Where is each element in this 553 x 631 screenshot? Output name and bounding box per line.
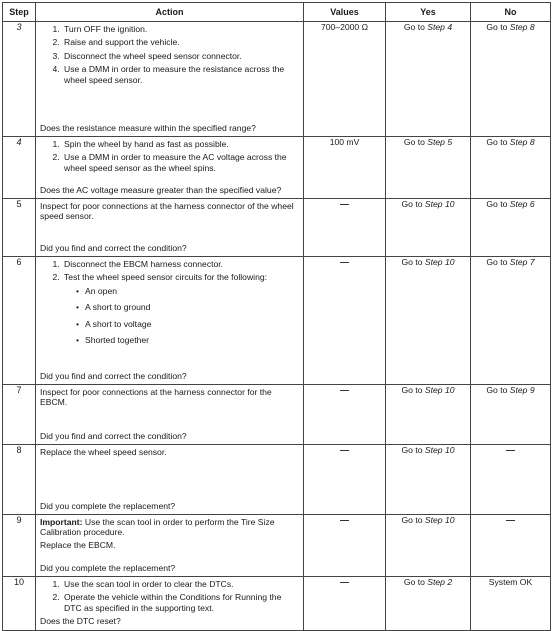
yes-cell xyxy=(386,577,471,631)
no-cell xyxy=(471,577,551,631)
action-cell xyxy=(36,515,304,577)
action-cell xyxy=(36,137,304,199)
goto-text: Go to xyxy=(403,22,425,32)
value-cell xyxy=(304,257,386,385)
dash-mark xyxy=(340,520,349,521)
value-cell xyxy=(304,515,386,577)
table-row xyxy=(3,257,551,385)
table-row xyxy=(3,577,551,631)
action-item: 2. Operate the vehicle within the Conditions for Running the DTC as specified in the supporting text. xyxy=(62,592,299,613)
table-row xyxy=(3,385,551,445)
question-text: Did you complete the replacement? xyxy=(40,500,176,511)
goto-text: Go to xyxy=(401,199,423,209)
dash-mark xyxy=(506,520,515,521)
goto-text: Go to xyxy=(403,577,425,587)
action-item-text: Test the wheel speed sensor circuits for the following: xyxy=(64,272,268,283)
value-cell xyxy=(304,577,386,631)
header-no: No xyxy=(471,3,551,22)
dash-mark xyxy=(340,262,349,263)
action-cell xyxy=(36,445,304,515)
header-row xyxy=(3,3,551,22)
step-link[interactable]: Step 10 xyxy=(424,385,455,395)
no-cell xyxy=(471,515,551,577)
table-row xyxy=(3,22,551,137)
action-list xyxy=(40,139,299,176)
action-text: Inspect for poor connections at the harness connector for the EBCM. xyxy=(40,387,272,408)
action-item: 1. Disconnect the EBCM harness connector. xyxy=(62,259,299,269)
step-number: 6 xyxy=(3,257,36,385)
dash-mark xyxy=(340,582,349,583)
bullet-item: • An open xyxy=(74,286,299,296)
no-cell xyxy=(471,257,551,385)
action-item: 4. Use a DMM in order to measure the resistance across the wheel speed sensor. xyxy=(62,64,299,85)
no-cell xyxy=(471,22,551,137)
bullet-list xyxy=(64,286,299,346)
action-item xyxy=(62,272,299,345)
step-link[interactable]: Step 8 xyxy=(509,22,535,32)
goto-text: Go to xyxy=(486,22,508,32)
question-text: Did you find and correct the condition? xyxy=(40,242,187,253)
no-cell xyxy=(471,445,551,515)
step-link[interactable]: Step 4 xyxy=(427,22,453,32)
yes-cell xyxy=(386,385,471,445)
action-text: Replace the EBCM. xyxy=(40,539,116,550)
step-link[interactable]: Step 9 xyxy=(509,385,535,395)
action-list xyxy=(40,579,299,616)
step-number: 7 xyxy=(3,385,36,445)
no-cell xyxy=(471,199,551,257)
step-link[interactable]: Step 5 xyxy=(427,137,453,147)
action-cell xyxy=(36,22,304,137)
diagnostic-table xyxy=(2,2,551,631)
no-cell xyxy=(471,137,551,199)
goto-text: Go to xyxy=(403,137,425,147)
important-note xyxy=(40,517,299,538)
goto-text: Go to xyxy=(486,257,508,267)
step-link[interactable]: Step 10 xyxy=(424,257,455,267)
action-cell xyxy=(36,385,304,445)
step-number: 5 xyxy=(3,199,36,257)
step-link[interactable]: Step 6 xyxy=(509,199,535,209)
table-row xyxy=(3,515,551,577)
value-cell: 700–2000 Ω xyxy=(304,22,386,137)
header-yes: Yes xyxy=(386,3,471,22)
value-cell xyxy=(304,199,386,257)
action-item: 1. Turn OFF the ignition. xyxy=(62,24,299,34)
step-link[interactable]: Step 10 xyxy=(424,445,455,455)
bullet-item: • A short to ground xyxy=(74,302,299,312)
value-cell xyxy=(304,445,386,515)
yes-cell xyxy=(386,445,471,515)
dash-mark xyxy=(340,390,349,391)
step-link[interactable]: Step 8 xyxy=(509,137,535,147)
value-cell: 100 mV xyxy=(304,137,386,199)
yes-cell xyxy=(386,515,471,577)
table-row xyxy=(3,445,551,515)
header-values: Values xyxy=(304,3,386,22)
yes-cell xyxy=(386,137,471,199)
header-action: Action xyxy=(36,3,304,22)
question-text: Did you find and correct the condition? xyxy=(40,370,187,381)
question-text: Did you find and correct the condition? xyxy=(40,430,187,441)
question-text: Does the AC voltage measure greater than the specified value? xyxy=(40,184,282,195)
yes-cell xyxy=(386,199,471,257)
dash-mark xyxy=(340,204,349,205)
action-text: Inspect for poor connections at the harness connector of the wheel speed sensor. xyxy=(40,201,294,222)
action-list xyxy=(40,24,299,88)
dash-mark xyxy=(506,450,515,451)
step-link[interactable]: Step 10 xyxy=(424,515,455,525)
step-number: 10 xyxy=(3,577,36,631)
action-cell xyxy=(36,577,304,631)
action-item: 3. Disconnect the wheel speed sensor connector. xyxy=(62,51,299,61)
action-list xyxy=(40,259,299,346)
yes-cell xyxy=(386,257,471,385)
goto-text: Go to xyxy=(401,445,423,455)
goto-text: Go to xyxy=(401,257,423,267)
action-item: 2. Use a DMM in order to measure the AC voltage across the wheel speed sensor as the wheel spins. xyxy=(62,152,299,173)
question-text: Does the DTC reset? xyxy=(40,616,121,627)
action-item: 1. Use the scan tool in order to clear the DTCs. xyxy=(62,579,299,589)
header-step: Step xyxy=(3,3,36,22)
yes-cell xyxy=(386,22,471,137)
value-cell xyxy=(304,385,386,445)
question-text: Does the resistance measure within the specified range? xyxy=(40,122,256,133)
no-cell xyxy=(471,385,551,445)
question-text: Did you complete the replacement? xyxy=(40,562,176,573)
action-item: 1. Spin the wheel by hand as fast as possible. xyxy=(62,139,299,149)
step-link[interactable]: Step 7 xyxy=(509,257,535,267)
table-row xyxy=(3,199,551,257)
system-ok-text: System OK xyxy=(488,577,533,587)
goto-text: Go to xyxy=(486,385,508,395)
step-link[interactable]: Step 2 xyxy=(427,577,453,587)
bullet-item: • Shorted together xyxy=(74,335,299,345)
important-label: Important: xyxy=(40,517,83,527)
step-link[interactable]: Step 10 xyxy=(424,199,455,209)
important-text: Use the scan tool in order to perform the Tire Size Calibration procedure. xyxy=(40,517,275,538)
dash-mark xyxy=(340,450,349,451)
action-item: 2. Raise and support the vehicle. xyxy=(62,37,299,47)
action-cell xyxy=(36,257,304,385)
bullet-item: • A short to voltage xyxy=(74,319,299,329)
step-number: 8 xyxy=(3,445,36,515)
goto-text: Go to xyxy=(401,515,423,525)
step-number: 4 xyxy=(3,137,36,199)
step-number: 3 xyxy=(3,22,36,137)
step-number: 9 xyxy=(3,515,36,577)
action-cell xyxy=(36,199,304,257)
table-row xyxy=(3,137,551,199)
action-text: Replace the wheel speed sensor. xyxy=(40,447,167,457)
goto-text: Go to xyxy=(401,385,423,395)
goto-text: Go to xyxy=(486,137,508,147)
goto-text: Go to xyxy=(486,199,508,209)
